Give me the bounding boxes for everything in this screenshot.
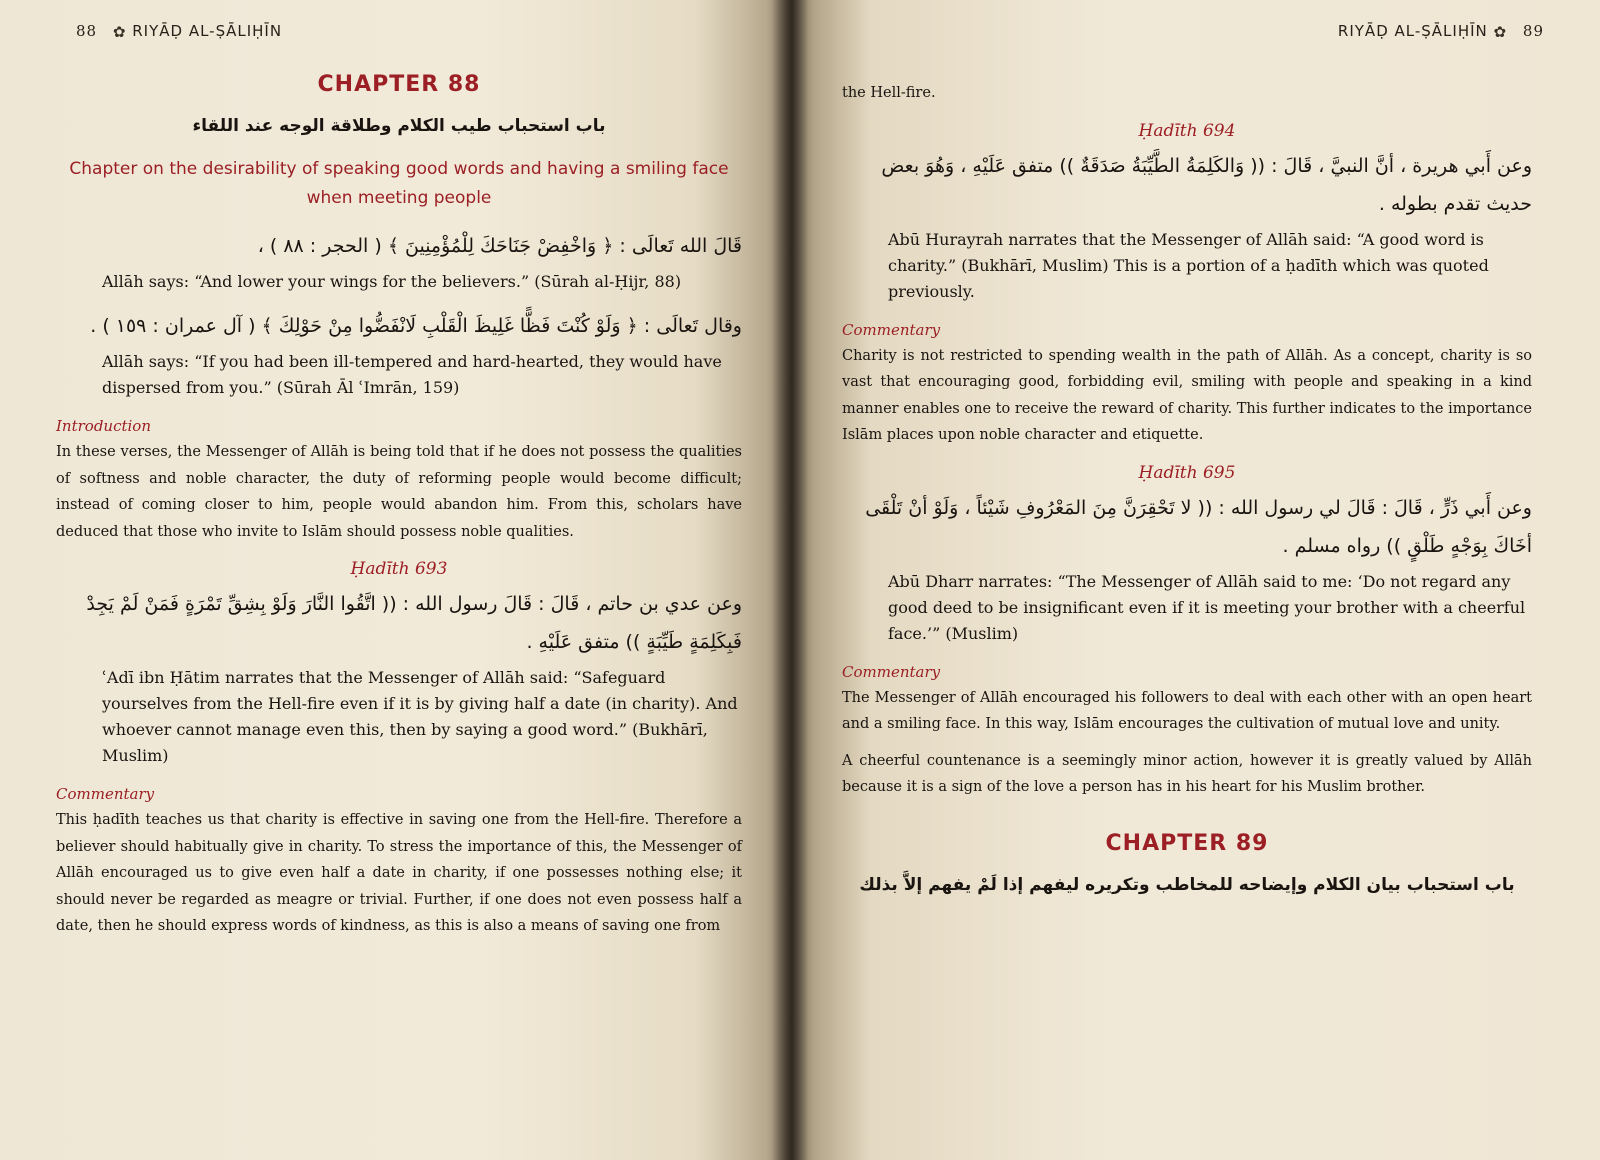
right-page-number: 89	[1522, 22, 1544, 40]
hadith-693-english: ʿAdī ibn Ḥātim narrates that the Messenger of Allāh said: “Safeguard yourselves from the Hell-fire even if it is by giving half a date (in charity). And whoever cannot manage even this, then by saying a good word.” (Bukhārī, Muslim)	[102, 668, 738, 765]
verse-2-arabic: وقال تَعالَى : ﴿ وَلَوْ كُنْتَ فَظًّا غَلِيظَ الْقَلْبِ لَانْفَضُّوا مِنْ حَوْلِكَ ﴾ ( آل عمران : ١٥٩ ) .	[90, 315, 742, 337]
hadith-693-arabic: وعن عدي بن حاتم ، قَالَ : قَالَ رسول الله : (( اتَّقُوا النَّارَ وَلَوْ بِشِقِّ تَمْرَةٍ فَمَنْ لَمْ يَجِدْ فَبِكَلِمَةٍ طَيِّبَةٍ )) متفق عَلَيْهِ .	[86, 593, 742, 653]
left-page-content	[56, 72, 742, 950]
hadith-695-title: Ḥadīth 695	[1138, 462, 1236, 483]
commentary-1-text: Charity is not restricted to spending wealth in the path of Allāh. As a concept, charity is so vast that encouraging good, forbidding evil, smiling with people and speaking in a kind manner enables one to receive the reward of charity. This further indicates to the importance Islām places upon noble character and etiquette.	[842, 347, 1532, 443]
verse-2-english: Allāh says: “If you had been ill-tempered and hard-hearted, they would have dispersed from you.” (Sūrah Āl ʿImrān, 159)	[102, 352, 722, 397]
chapter-88-arabic-title: باب استحباب طيب الكلام وطلاقة الوجه عند اللقاء	[192, 116, 606, 136]
commentary-2-paragraph-2: A cheerful countenance is a seemingly minor action, however it is greatly valued by Allāh because it is a sign of the love a person has in his heart for his Muslim brother.	[842, 752, 1532, 795]
introduction-label: Introduction	[56, 417, 151, 435]
verse-1-arabic: قَالَ الله تَعالَى : ﴿ وَاخْفِضْ جَنَاحَكَ لِلْمُؤْمِنِينَ ﴾ ( الحجر : ٨٨ ) ،	[257, 235, 742, 257]
chapter-89-heading: CHAPTER 89	[1105, 830, 1269, 856]
right-running-head-title: RIYĀḌ AL-ṢĀLIḤĪN	[1337, 22, 1488, 40]
commentary-2-paragraph-1: The Messenger of Allāh encouraged his followers to deal with each other with an open heart and a smiling face. In this way, Islām encourages the cultivation of mutual love and unity.	[842, 689, 1532, 732]
book-gutter	[772, 0, 808, 1160]
right-page-content	[842, 80, 1532, 904]
commentary-1-label: Commentary	[842, 320, 941, 339]
commentary-2-label: Commentary	[842, 662, 941, 681]
chapter-89-arabic-title: باب استحباب بيان الكلام وإيضاحه للمخاطب وتكريره ليفهم إذا لَمْ يفهم إلاَّ بذلك	[859, 874, 1515, 895]
commentary-label: Commentary	[56, 785, 155, 803]
honorific-seal-icon: ✿	[1493, 22, 1508, 41]
chapter-88-heading: CHAPTER 88	[317, 72, 481, 97]
left-running-head-title: RIYĀḌ AL-ṢĀLIḤĪN	[132, 22, 283, 40]
left-page-number: 88	[76, 22, 98, 40]
hadith-694-english: Abū Hurayrah narrates that the Messenger of Allāh said: “A good word is charity.” (Bukhārī, Muslim) This is a portion of a ḥadīth which was quoted previously.	[888, 229, 1489, 301]
verse-1-english: Allāh says: “And lower your wings for the believers.” (Sūrah al-Ḥijr, 88)	[102, 272, 682, 291]
hadith-694-arabic: وعن أَبي هريرة ، أنَّ النبيَّ ، قَالَ : (( وَالكَلِمَةُ الطَّيِّبَةُ صَدَقَةٌ )) متفق عَلَيْهِ ، وَهُوَ بعض حديث تقدم بطوله .	[881, 154, 1532, 215]
introduction-text: In these verses, the Messenger of Allāh is being told that if he does not possess the qualities of softness and noble character, the duty of reforming people would become difficult; instead of coming closer to him, people would abandon him. From this, scholars have deduced that those who invite to Islām should possess noble qualities.	[56, 444, 742, 540]
hadith-694-title: Ḥadīth 694	[1138, 120, 1236, 141]
honorific-seal-icon: ✿	[112, 22, 127, 41]
left-page	[0, 0, 790, 1160]
right-running-header	[1338, 22, 1554, 41]
right-page	[790, 0, 1600, 1160]
hadith-693-title: Ḥadīth 693	[350, 559, 448, 579]
continuation-text: the Hell-fire.	[842, 85, 936, 101]
hadith-695-english: Abū Dharr narrates: “The Messenger of Allāh said to me: ‘Do not regard any good deed to be insignificant even if it is meeting your brother with a cheerful face.’” (Muslim)	[888, 571, 1526, 643]
hadith-695-arabic: وعن أَبي ذَرٍّ ، قَالَ : قَالَ لي رسول الله : (( لا تَحْقِرَنَّ مِنَ المَعْرُوفِ شَيْئاً ، وَلَوْ أنْ تَلْقَى أخَاكَ بِوَجْهٍ طَلْقٍ )) رواه مسلم .	[865, 496, 1532, 557]
left-running-header	[66, 22, 282, 41]
commentary-text: This ḥadīth teaches us that charity is effective in saving one from the Hell-fire. Therefore a believer should habitually give in charity. To stress the importance of this, the Messenger of Allāh encouraged us to give even half a date in charity, if one possesses nothing else; it should never be regarded as meagre or trivial. Further, if one does not even possess half a date, then he should express words of kindness, as this is also a means of saving one from	[56, 812, 742, 934]
chapter-88-english-title: Chapter on the desirability of speaking good words and having a smiling face when meeting people	[69, 159, 729, 208]
